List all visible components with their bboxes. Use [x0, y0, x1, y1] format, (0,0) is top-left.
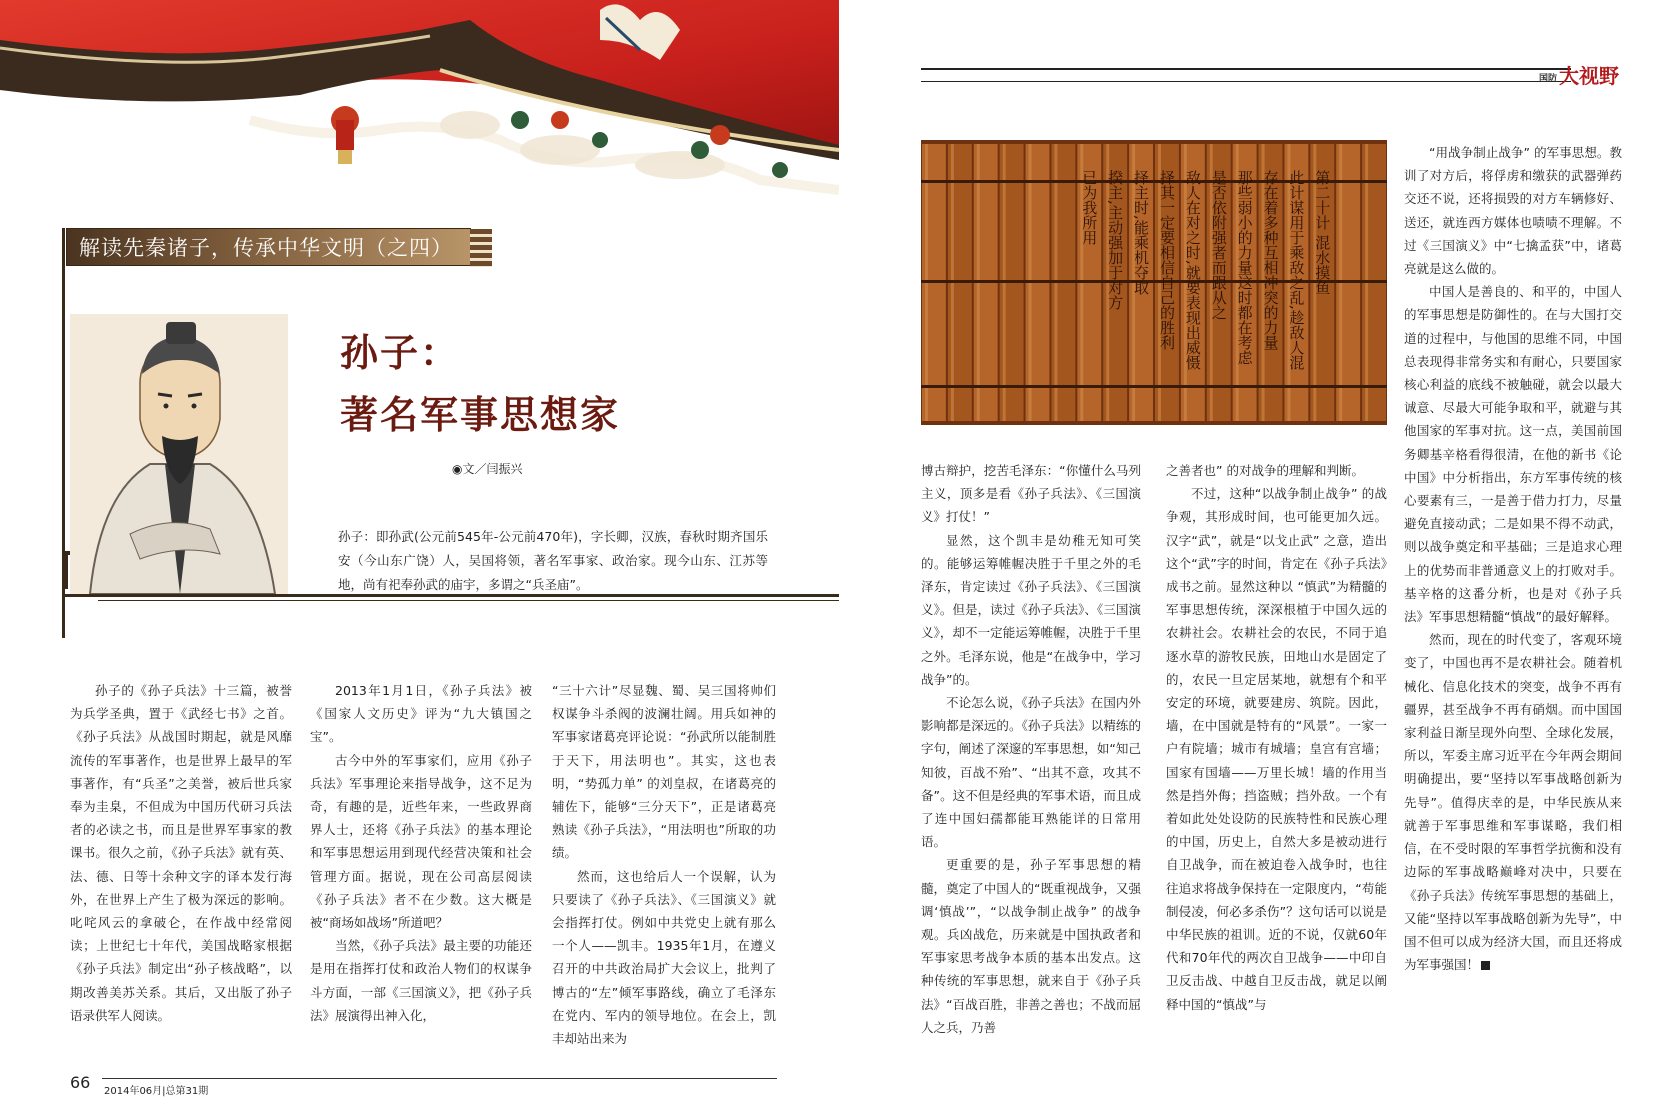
magazine-section-logo [1539, 60, 1619, 86]
paragraph: 不过，这种“以战争制止战争” 的战争观，其形成时间，也可能更加久远。汉字“武”，就是“以戈止武” 之意，造出这个“武”字的时间，肯定在《孙子兵法》成书之前。显然这种以 “慎武”为精髓的军事思想传统，深深根植于中国久远的农耕社会。农耕社会的农民，不同于追逐水草的游牧民族，田地山水是固定了的，农民一旦定居某地，就想有个和平安定的环境，就要建房、筑院。因此，墙，在中国就是特有的“风景”。一家一户有院墙；城市有城墙；皇宫有宫墙；国家有国墙——万里长城！墙的作用当然是挡外侮；挡盗贼；挡外敌。一个有着如此处处设防的民族特性和民族心理的中国，历史上，自然大多是被动进行自卫战争，而在被迫卷入战争时，也往往追求将战争保持在一定限度内，“苟能制侵凌，何必多杀伤”？这句话可以说是中华民族的祖训。近的不说，仅就60年代和70年代的两次自卫战争——中印自卫反击战、中越自卫反击战，就足以阐释中国的“慎战”与 [1166, 486, 1387, 1012]
scroll-calligraphy: 那些弱小的力量这时都在考虑 [1235, 170, 1254, 365]
paragraph: 孙子的《孙子兵法》十三篇，被誉为兵学圣典，置于《武经七书》之首。《孙子兵法》从战国时期起，就是风靡流传的军事著作，也是世界上最早的军事著作，有“兵圣”之美誉，被后世兵家奉为圭臬，不但成为中国历代研习兵法者的必读之书，而且是世界军事家的教课书。很久之前，《孙子兵法》就有英、法、德、日等十余种文字的译本发行海外，在世界上产生了极为深远的影响。叱咤风云的拿破仑，在作战中经常阅读；上世纪七十年代，美国战略家根据《孙子兵法》制定出“孙子核战略”，以期改善美苏关系。其后，又出版了孙子语录供军人阅读。 [70, 683, 292, 1023]
paragraph: 然而，这也给后人一个误解，认为只要读了《孙子兵法》、《三国演义》就会指挥打仗。例如中共党史上就有那么一个人——凯丰。1935年1月，在遵义召开的中共政治局扩大会议上，批判了博古的“左”倾军事路线，确立了毛泽东在党内、军内的领导地位。在会上，凯丰却站出来为 [552, 868, 776, 1047]
right-column-1 [921, 459, 1141, 1039]
intro-paragraph: 孙子：即孙武(公元前545年-公元前470年)，字长卿，汉族，春秋时期齐国乐安（今山东广饶）人，吴国将领，著名军事家、政治家。现今山东、江苏等地，尚有祀奉孙武的庙宇，多谓之“兵圣庙”。 [338, 529, 768, 592]
binding-cord [921, 385, 1387, 388]
page-number: 66 [70, 1073, 91, 1092]
header-rule-thin [921, 81, 1571, 82]
left-column-2 [310, 679, 532, 1027]
paragraph-text: 然而，现在的时代变了，客观环境变了，中国也再不是农耕社会。随着机械化、信息化技术的突变，战争不再有疆界，甚至战争不再有硝烟。而中国国家利益日渐呈现外向型、全球化发展，所以，军委主席习近平在今年两会期间明确提出，要“坚持以军事战略创新为先导”。值得庆幸的是，中华民族从来就善于军事思维和军事谋略，我们相信，在不受时限的军事哲学抗衡和没有边际的军事战略巅峰对决中，只要在《孙子兵法》传统军事思想的基础上，又能“坚持以军事战略创新为先导”，中国不但可以成为经济大国，而且还将成为军事强国！ [1404, 632, 1622, 973]
author-byline: ◉文／闫振兴 [452, 462, 523, 476]
paragraph: 不论怎么说，《孙子兵法》在国内外影响都是深远的。《孙子兵法》以精练的字句，阐述了深邃的军事思想，如“知己知彼，百战不殆”、“出其不意，攻其不备”。这不但是经典的军事术语，而且成了连中国妇孺都能耳熟能详的日常用语。 [921, 695, 1141, 850]
page-footer [70, 1073, 98, 1092]
paragraph: 2013年1月1日，《孙子兵法》被《国家人文历史》评为“九大镇国之宝”。 [310, 683, 532, 745]
logo-prefix: 国防 [1539, 74, 1558, 84]
paragraph: 当然，《孙子兵法》最主要的功能还是用在指挥打仗和政治人物们的权谋争斗方面，一部《三国演义》，把《孙子兵法》展演得出神入化， [310, 938, 532, 1023]
right-column-2 [1166, 459, 1387, 1016]
series-title-text: 解读先秦诸子，传承中华文明（之四） [79, 236, 453, 260]
scroll-calligraphy: 择其一定要相信自己的胜利 [1157, 170, 1176, 350]
scroll-calligraphy: 已为我所用 [1080, 170, 1099, 245]
issue-label: 2014年06月|总第31期 [104, 1086, 209, 1097]
right-column-3 [1404, 141, 1622, 976]
scroll-calligraphy: 是否依附强者而跟从之 [1209, 170, 1228, 320]
sunzi-portrait [70, 314, 288, 594]
scroll-calligraphy: 择主时,能乘机夺取 [1132, 170, 1151, 295]
paragraph: 中国人是善良的、和平的，中国人的军事思想是防御性的。在与大国打交道的过程中，与他国的思维不同，中国总表现得非常务实和有耐心，只要国家核心利益的底线不被触碰，就会以最大诚意、尽最大可能争取和平，就避与其他国家的军事对抗。这一点，美国前国务卿基辛格看得很清，在他的新书《论中国》中分析指出，东方军事传统的核心要素有三，一是善于借力打力，尽量避免直接动武；二是如果不得不动武，则以战争奠定和平基础；三是追求心理上的优势而非普通意义上的打败对手。基辛格的这番分析，也是对《孙子兵法》军事思想精髓“慎战”的最好解释。 [1404, 284, 1622, 625]
right-page [839, 0, 1678, 1117]
logo-text: 大视野 [1559, 64, 1620, 88]
article-end-mark [1481, 961, 1490, 970]
palace-roof-banner [0, 0, 839, 205]
header-rule [921, 68, 1571, 70]
article-title-line2: 著名军事思想家 [340, 393, 621, 437]
left-column-3 [552, 679, 776, 1050]
paragraph: 更重要的是，孙子军事思想的精髓，奠定了中国人的“既重视战争，又强调‘慎战’”，“以战争制止战争” 的战争观。兵凶战危，历来就是中国执政者和军事家思考战争本质的基本出发点。这种传统的军事思想，就来自于《孙子兵法》“百战百胜，非善之善也；不战而屈人之兵，乃善 [921, 857, 1141, 1035]
paragraph: 博古辩护，挖苦毛泽东：“你懂什么马列主义，顶多是看《孙子兵法》、《三国演义》打仗！” [921, 463, 1141, 525]
article-title-line1: 孙子： [340, 331, 461, 375]
left-column-1 [70, 679, 292, 1027]
footer-rule [102, 1078, 777, 1079]
scroll-calligraphy: 第二十计 混水摸鱼 [1313, 170, 1332, 295]
bamboo-scroll-image [921, 140, 1387, 425]
scroll-calligraphy: 揆主,主动强加于对方 [1106, 170, 1125, 310]
frame-horizontal-rule-thin [98, 600, 839, 601]
paragraph [1404, 628, 1622, 976]
paragraph: “用战争制止战争” 的军事思想。教训了对方后，将俘虏和缴获的武器弹药交还不说，还将损毁的对方车辆修好、送还，就连西方媒体也啧啧不理解。不过《三国演义》中“七擒孟获”中，诸葛亮就是这么做的。 [1404, 145, 1622, 277]
scroll-calligraphy: 此计谋用于乘敌之乱,趁敌人混 [1287, 170, 1306, 370]
paragraph: “三十六计”尽显魏、蜀、吴三国将帅们权谋争斗杀阀的波澜壮阔。用兵如神的军事家诸葛亮评论说：“孙武所以能制胜于天下，用法明也”。其实，这也表明，“势孤力单” 的刘皇叔，在诸葛亮的辅佐下，能够“三分天下”，正是诸葛亮熟读《孙子兵法》，“用法明也”所取的功绩。 [552, 683, 776, 861]
scroll-calligraphy: 存在着多种互相冲突的力量 [1261, 170, 1280, 350]
scroll-calligraphy: 敌人在对之时,就要表现出威慑 [1183, 170, 1202, 370]
article-title [340, 322, 620, 446]
series-title [66, 228, 471, 266]
paragraph: 古今中外的军事家们，应用《孙子兵法》军事理论来指导战争，这不足为奇，有趣的是，近些年来，一些政界商界人士，还将《孙子兵法》的基本理论和军事思想运用到现代经营决策和社会管理方面。据说，现在公司高层阅读《孙子兵法》者不在少数。这大概是被“商场如战场”所道吧？ [310, 752, 532, 931]
paragraph: 之善者也” 的对战争的理解和判断。 [1166, 463, 1364, 478]
paragraph: 显然，这个凯丰是幼稚无知可笑的。能够运筹帷幄决胜于千里之外的毛泽东，肯定读过《孙子兵法》、《三国演义》。但是，读过《孙子兵法》、《三国演义》，却不一定能运筹帷幄，决胜于千里之外。毛泽东说，他是“在战争中，学习战争”的。 [921, 532, 1141, 687]
series-title-ornament [470, 229, 492, 267]
